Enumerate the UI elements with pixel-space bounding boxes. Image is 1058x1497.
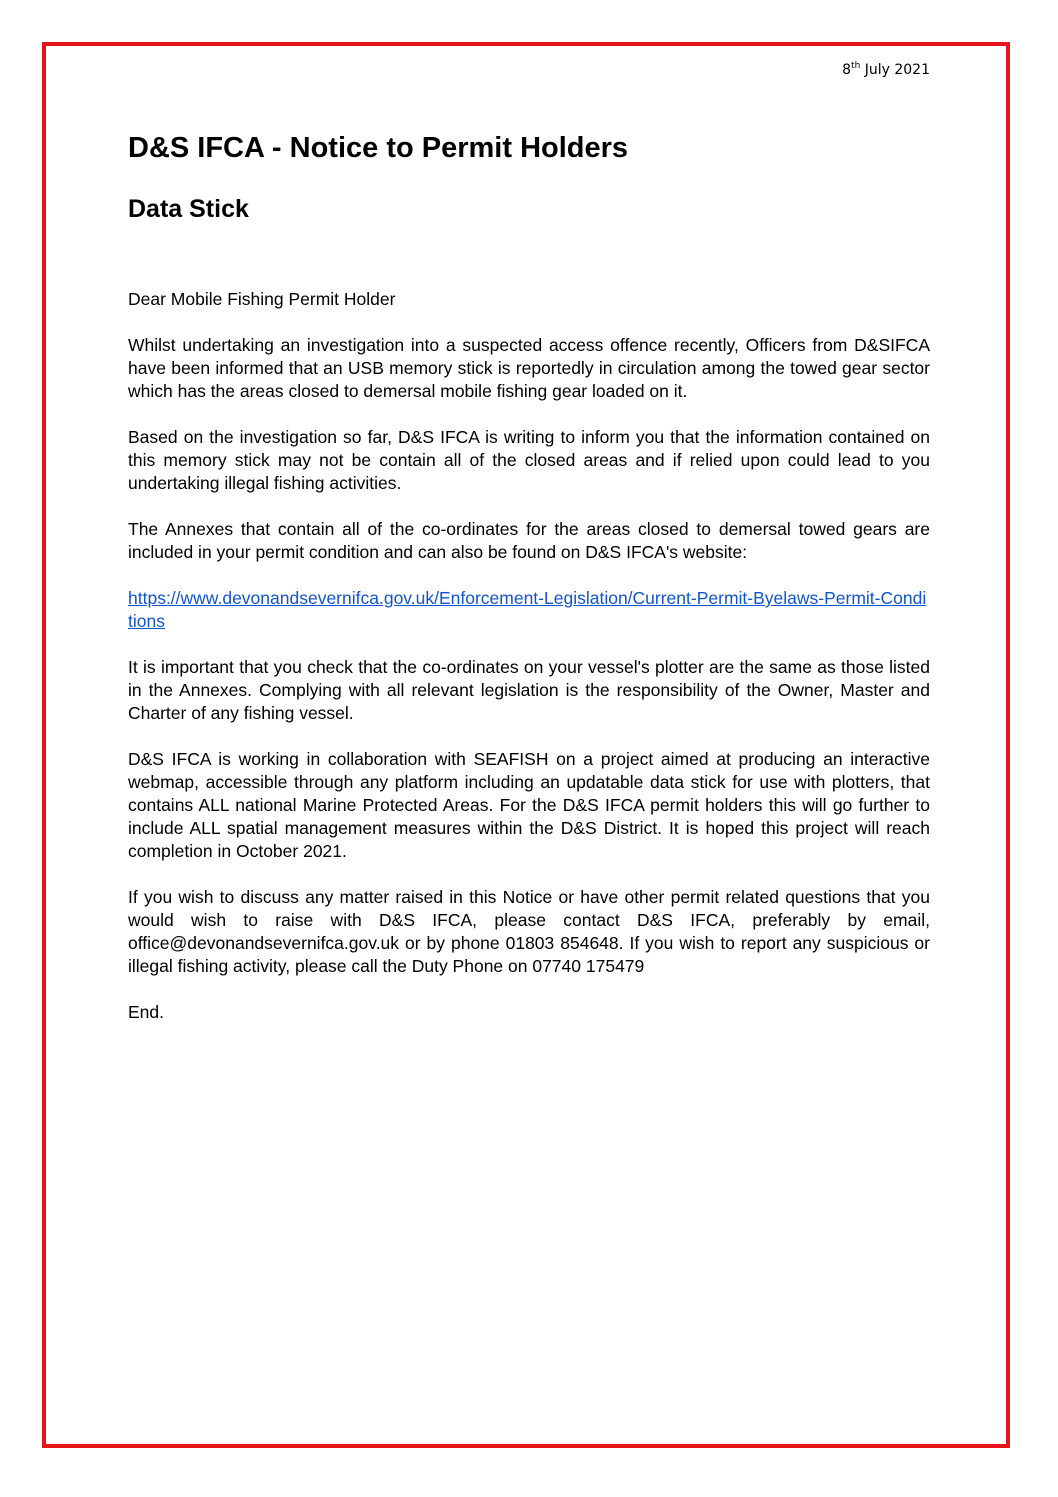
paragraph-investigation: Whilst undertaking an investigation into a suspected access offence recently, Officers from D&SIFCA have been informed that an USB memory stick is reportedly in circulation among the towed gear sector which has the areas closed to demersal mobile fishing gear loaded on it. [128, 335, 930, 401]
notice-subtitle: Data Stick [128, 195, 249, 223]
date-day: 8 [842, 62, 852, 78]
paragraph-contact: If you wish to discuss any matter raised in this Notice or have other permit related questions that you would wish to raise with D&S IFCA, please contact D&S IFCA, preferably by email, office@devonandsevernifca.gov.uk or by phone 01803 854648. If you wish to report any suspicious or illegal fishing activity, please call the Duty Phone on 07740 175479 [128, 887, 930, 976]
link-paragraph [128, 587, 930, 633]
date-month-year: July 2021 [860, 62, 930, 78]
notice-title: D&S IFCA - Notice to Permit Holders [128, 132, 629, 164]
notice-body [128, 128, 930, 1024]
salutation: Dear Mobile Fishing Permit Holder [128, 289, 396, 309]
paragraph-seafish-project: D&S IFCA is working in collaboration with SEAFISH on a project aimed at producing an interactive webmap, accessible through any platform including an updatable data stick for use with plotters, that contains ALL national Marine Protected Areas. For the D&S IFCA permit holders this will go further to include ALL spatial management measures within the D&S District. It is hoped this project will reach completion in October 2021. [128, 749, 930, 861]
paragraph-warning: Based on the investigation so far, D&S IFCA is writing to inform you that the information contained on this memory stick may not be contain all of the closed areas and if relied upon could lead to you undertaking illegal fishing activities. [128, 427, 930, 493]
closing: End. [128, 1002, 164, 1022]
paragraph-annexes: The Annexes that contain all of the co-ordinates for the areas closed to demersal towed gears are included in your permit condition and can also be found on D&S IFCA's website: [128, 519, 930, 562]
date-suffix: th [851, 61, 861, 71]
permit-conditions-link[interactable]: https://www.devonandsevernifca.gov.uk/Enforcement-Legislation/Current-Permit-Byelaws-Permit-Conditions [128, 588, 927, 631]
paragraph-coordinates-check: It is important that you check that the co-ordinates on your vessel's plotter are the same as those listed in the Annexes. Complying with all relevant legislation is the responsibility of the Owner, Master and Charter of any fishing vessel. [128, 657, 930, 723]
notice-date [842, 62, 930, 78]
